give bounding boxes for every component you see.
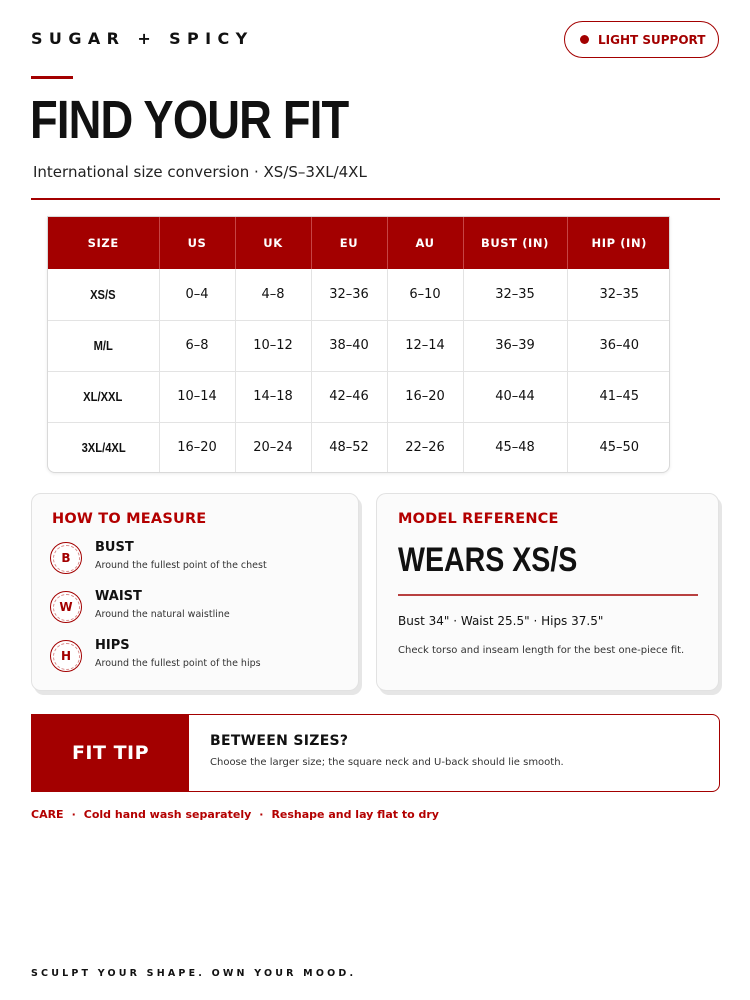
table-cell: 32–36 [311,269,387,320]
column-header-eu: EU [311,217,387,269]
fit-tip-label-block [32,715,189,791]
brand-name: SUGAR + SPICY [31,29,254,48]
footer-tagline: SCULPT YOUR SHAPE. OWN YOUR MOOD. [31,968,357,979]
table-cell: 22–26 [387,422,463,473]
dot-icon [580,35,589,44]
column-header-size: SIZE [48,217,159,269]
care-item: Cold hand wash separately [83,808,252,821]
divider [398,594,698,596]
column-header-uk: UK [235,217,311,269]
table-cell: 0–4 [159,269,235,320]
bust-letter: B [61,551,71,565]
table-cell: 4–8 [235,269,311,320]
size-cell [48,269,159,320]
hips-badge-icon [50,640,82,672]
column-header-us: US [159,217,235,269]
fit-tip-text: Choose the larger size; the square neck and U-back should lie smooth. [210,757,564,768]
measure-name: HIPS [95,638,130,653]
separator: · [71,808,76,821]
hips-letter: H [60,649,72,663]
size-label: M/L [93,338,113,353]
page-title: FIND YOUR FIT [30,90,349,150]
table-row [48,269,670,320]
separator: · [259,808,264,821]
fit-tip-banner [31,714,720,792]
model-reference-heading: MODEL REFERENCE [398,511,559,527]
how-to-measure-heading: HOW TO MEASURE [52,511,207,527]
size-label: XS/S [90,286,116,302]
table-cell: 12–14 [387,320,463,371]
how-to-measure-card [31,493,359,691]
size-chart-table [47,216,670,473]
care-instructions [31,808,439,821]
size-label: 3XL/4XL [81,440,126,456]
table-row [48,320,670,371]
table-cell: 40–44 [463,371,567,422]
table-cell: 6–10 [387,269,463,320]
size-cell [48,371,159,422]
care-label: CARE [31,808,64,821]
divider [31,198,720,200]
table-row [48,371,670,422]
model-measurements: Bust 34" · Waist 25.5" · Hips 37.5" [398,614,604,628]
model-size: WEARS XS/S [398,541,578,579]
table-cell: 38–40 [311,320,387,371]
table-cell: 16–20 [159,422,235,473]
table-cell: 48–52 [311,422,387,473]
column-header-au: AU [387,217,463,269]
measure-name: BUST [95,540,134,555]
waist-letter: W [59,600,73,614]
measure-description: Around the natural waistline [95,609,230,620]
table-cell: 10–14 [159,371,235,422]
care-item: Reshape and lay flat to dry [271,808,439,821]
column-header-hip: HIP (IN) [567,217,670,269]
table-cell: 45–48 [463,422,567,473]
support-level-badge [564,21,719,58]
table-cell: 45–50 [599,440,640,456]
size-label: XL/XXL [83,389,123,404]
table-cell: 41–45 [567,371,670,422]
measure-description: Around the fullest point of the chest [95,560,267,571]
table-cell: 16–20 [387,371,463,422]
table-cell: 20–24 [235,422,311,473]
support-level-label: LIGHT SUPPORT [598,32,706,47]
bust-badge-icon [50,542,82,574]
column-header-bust: BUST (IN) [463,217,567,269]
table-cell: 32–35 [567,269,670,320]
table-cell: 42–46 [311,371,387,422]
table-cell: 32–35 [463,269,567,320]
table-cell: 10–12 [235,320,311,371]
table-cell: 36–40 [567,320,670,371]
size-cell [48,320,159,371]
model-note: Check torso and inseam length for the best one-piece fit. [398,645,685,656]
table-cell: 14–18 [235,371,311,422]
accent-bar [31,76,73,79]
table-cell: 6–8 [159,320,235,371]
table-cell: 36–39 [463,320,567,371]
fit-tip-title: BETWEEN SIZES? [210,733,349,749]
measure-description: Around the fullest point of the hips [95,658,261,669]
measure-name: WAIST [95,589,142,604]
table-row [48,422,670,473]
size-cell [48,422,159,473]
fit-tip-label: FIT TIP [71,742,150,764]
table-header-row [48,217,670,269]
page-subtitle: International size conversion · XS/S–3XL/4XL [33,163,367,181]
model-reference-card [376,493,719,691]
waist-badge-icon [50,591,82,623]
